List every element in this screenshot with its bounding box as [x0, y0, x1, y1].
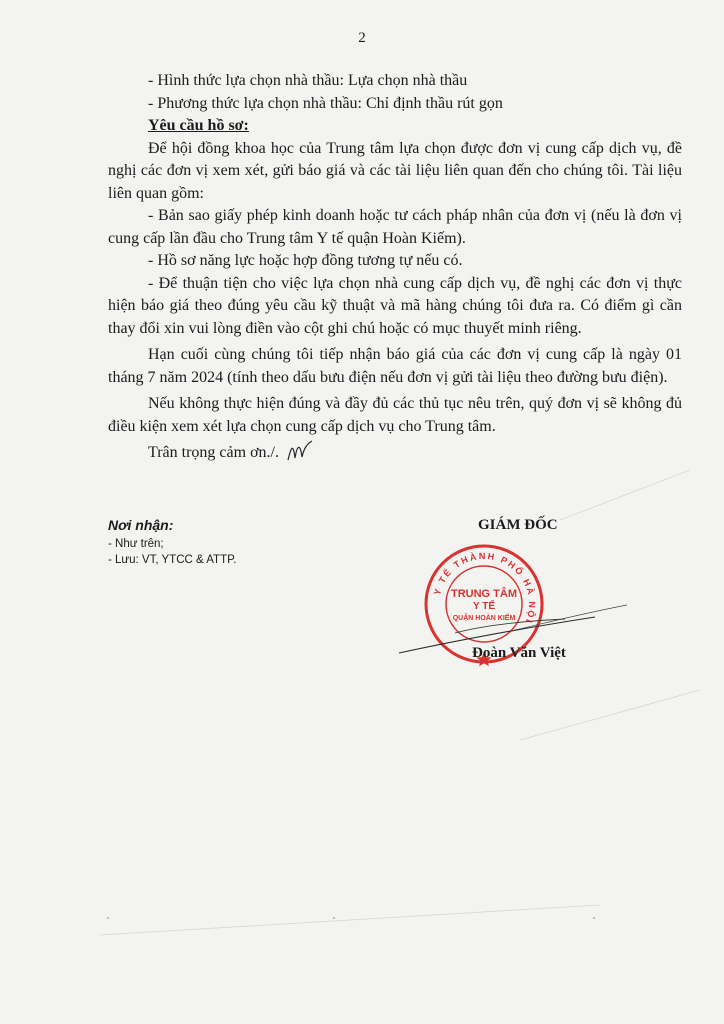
seal-ring-text: Y TẾ THÀNH PHỐ HÀ NỘI	[431, 550, 538, 626]
selection-method-line: - Phương thức lựa chọn nhà thầu: Chỉ định thầu rút gọn	[148, 94, 503, 112]
recipients-title: Nơi nhận:	[108, 517, 174, 533]
intro-paragraph: Để hội đồng khoa học của Trung tâm lựa chọn được đơn vị cung cấp dịch vụ, đề nghị các đơn vị xem xét, gửi báo giá và các tài liệu liên quan đến cho chúng tôi. Tài liệu liên quan gồm:	[108, 139, 682, 202]
seal-line-1: TRUNG TÂM	[451, 588, 517, 600]
seal-line-2: Y TẾ	[472, 601, 496, 612]
page-number: 2	[358, 30, 366, 46]
closing-line: Trân trọng cảm ơn./.	[148, 444, 279, 461]
signer-title: GIÁM ĐỐC	[478, 517, 558, 533]
document-item-2: - Hồ sơ năng lực hoặc hợp đồng tương tự nếu có.	[148, 252, 463, 269]
warning-paragraph: Nếu không thực hiện đúng và đầy đủ các thủ tục nêu trên, quý đơn vị sẽ không đủ điều kiện xem xét lựa chọn cung cấp dịch vụ cho Trung tâm.	[108, 395, 682, 435]
recipients-block	[108, 517, 237, 568]
initials-signature	[285, 438, 315, 464]
recipient-line: - Như trên;	[108, 538, 164, 550]
letter-body	[108, 70, 682, 465]
deadline-paragraph: Hạn cuối cùng chúng tôi tiếp nhận báo giá của các đơn vị cung cấp là ngày 01 tháng 7 năm 2024 (tính theo dấu bưu điện nếu đơn vị gửi tài liệu theo đường bưu điện).	[108, 346, 682, 386]
requirements-heading: Yêu cầu hồ sơ:	[148, 117, 249, 134]
document-item-1: - Bản sao giấy phép kinh doanh hoặc tư cách pháp nhân của đơn vị (nếu là đơn vị cung cấp lần đầu cho Trung tâm Y tế quận Hoàn Kiếm).	[108, 207, 682, 247]
closing-row	[108, 442, 682, 465]
seal-line-3: QUẬN HOÀN KIẾM	[452, 615, 516, 622]
selection-form-line: - Hình thức lựa chọn nhà thầu: Lựa chọn nhà thầu	[148, 72, 468, 89]
document-item-3: - Để thuận tiện cho việc lựa chọn nhà cung cấp dịch vụ, đề nghị các đơn vị thực hiện báo giá theo đúng yêu cầu kỹ thuật và mã hàng chúng tôi đưa ra. Có điểm gì cần thay đổi xin vui lòng điền vào cột ghi chú hoặc có mục thuyết minh riêng.	[108, 274, 682, 337]
recipient-line: - Lưu: VT, YTCC & ATTP.	[108, 554, 237, 566]
signer-name: Đoàn Văn Việt	[472, 645, 566, 661]
